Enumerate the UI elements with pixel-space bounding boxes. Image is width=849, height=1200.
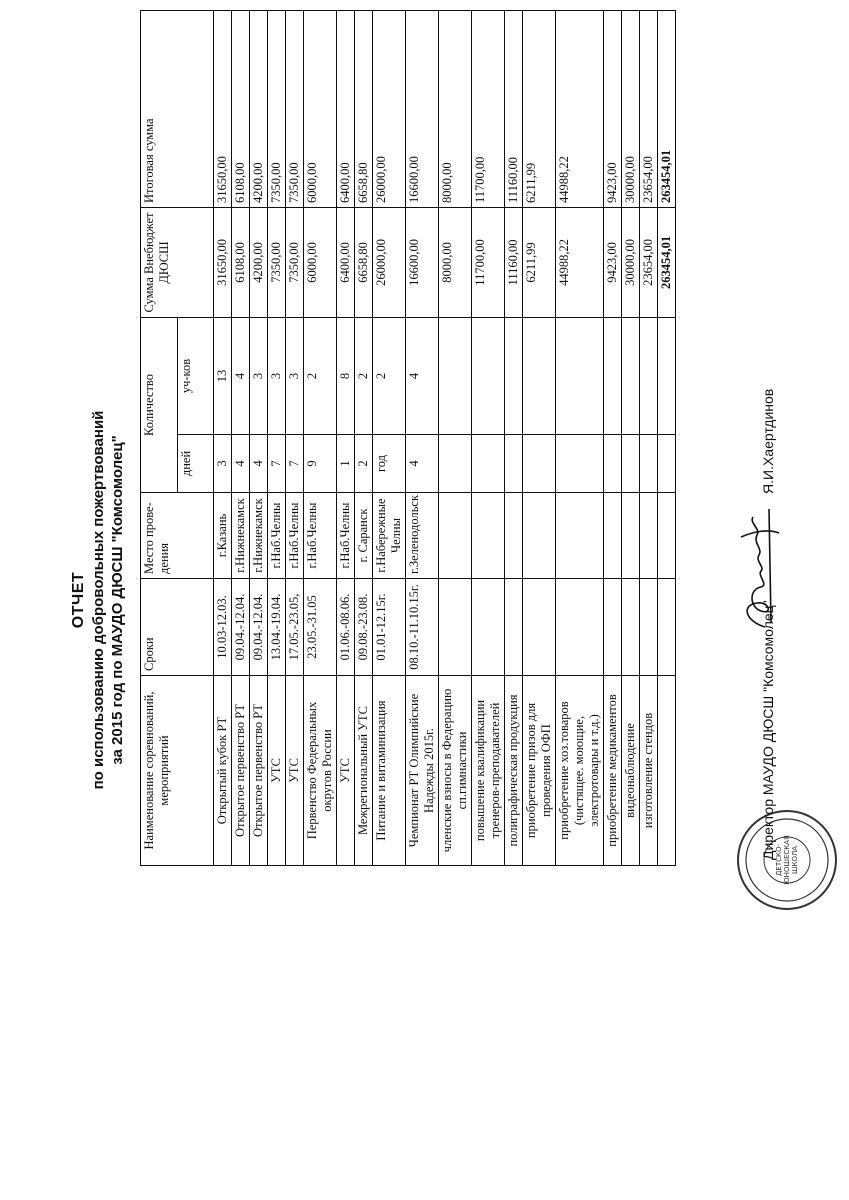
total-cell-participants — [658, 317, 676, 434]
table-body — [214, 10, 676, 865]
cell-place — [505, 493, 523, 579]
report-table — [140, 10, 676, 866]
cell-extra-budget: 6211,99 — [523, 207, 556, 317]
cell-extra-budget: 4200,00 — [250, 207, 268, 317]
table-row — [304, 10, 337, 865]
cell-total: 6658,80 — [355, 10, 373, 207]
cell-place: г.Наб.Челны — [268, 493, 286, 579]
round-stamp — [735, 808, 839, 912]
svg-text:ШКОЛА: ШКОЛА — [791, 845, 799, 875]
table-row — [556, 10, 604, 865]
cell-participants: 13 — [214, 317, 232, 434]
svg-text:ДЕТСКО-: ДЕТСКО- — [775, 843, 783, 877]
cell-dates — [556, 579, 604, 676]
cell-extra-budget: 9423,00 — [604, 207, 622, 317]
table-row — [523, 10, 556, 865]
cell-total: 6000,00 — [304, 10, 337, 207]
cell-extra-budget: 30000,00 — [622, 207, 640, 317]
table-row — [268, 10, 286, 865]
cell-dates: 08.10.-11.10.15г. — [406, 579, 439, 676]
cell-days: год — [373, 435, 406, 493]
cell-days — [622, 435, 640, 493]
cell-place: г.Нижнекамск — [232, 493, 250, 579]
cell-days: 4 — [406, 435, 439, 493]
handwritten-signature — [735, 503, 783, 633]
cell-place: г.Казань — [214, 493, 232, 579]
table-row — [232, 10, 250, 865]
cell-total: 6211,99 — [523, 10, 556, 207]
cell-dates — [439, 579, 472, 676]
cell-extra-budget: 23654,00 — [640, 207, 658, 317]
cell-name: приобретение медикаментов — [604, 676, 622, 866]
cell-participants — [505, 317, 523, 434]
cell-name: изготовление стендов — [640, 676, 658, 866]
cell-participants — [640, 317, 658, 434]
cell-total: 44988,22 — [556, 10, 604, 207]
cell-name: Открытый кубок РТ — [214, 676, 232, 866]
table-row — [640, 10, 658, 865]
cell-dates — [523, 579, 556, 676]
table-row — [373, 10, 406, 865]
cell-total: 26000,00 — [373, 10, 406, 207]
cell-extra-budget: 7350,00 — [286, 207, 304, 317]
cell-participants: 3 — [250, 317, 268, 434]
document-title: ОТЧЕТ — [70, 571, 87, 629]
cell-extra-budget: 44988,22 — [556, 207, 604, 317]
header-place: Место прове-дения — [141, 493, 214, 579]
cell-extra-budget: 6108,00 — [232, 207, 250, 317]
cell-place — [556, 493, 604, 579]
cell-place: г.Наб.Челны — [304, 493, 337, 579]
header-name: Наименование соревнований, мероприятий — [141, 676, 214, 866]
cell-total: 30000,00 — [622, 10, 640, 207]
cell-total: 11700,00 — [472, 10, 505, 207]
cell-place — [622, 493, 640, 579]
cell-days — [505, 435, 523, 493]
total-cell-name — [658, 676, 676, 866]
cell-dates: 09.04.-12.04. — [250, 579, 268, 676]
header-days: дней — [177, 435, 214, 493]
table-row — [214, 10, 232, 865]
table-row — [472, 10, 505, 865]
table-row — [337, 10, 355, 865]
table-row — [355, 10, 373, 865]
cell-days — [472, 435, 505, 493]
cell-days — [640, 435, 658, 493]
cell-place: г.Набережные Челны — [373, 493, 406, 579]
cell-name: Межрегиональный УТС — [355, 676, 373, 866]
cell-name: видеонаблюдение — [622, 676, 640, 866]
cell-dates — [505, 579, 523, 676]
cell-total: 23654,00 — [640, 10, 658, 207]
table-row — [286, 10, 304, 865]
cell-days — [523, 435, 556, 493]
cell-days: 4 — [250, 435, 268, 493]
cell-name: членские взносы в Федерацию сп.гимнастики — [439, 676, 472, 866]
cell-days: 7 — [286, 435, 304, 493]
cell-participants: 2 — [304, 317, 337, 434]
cell-name: Первенство Федеральных округов России — [304, 676, 337, 866]
cell-total: 8000,00 — [439, 10, 472, 207]
cell-total: 6400,00 — [337, 10, 355, 207]
cell-place — [523, 493, 556, 579]
totals-row — [658, 10, 676, 865]
cell-participants: 4 — [232, 317, 250, 434]
total-cell-total: 263454,01 — [658, 10, 676, 207]
total-cell-extra-budget: 263454,01 — [658, 207, 676, 317]
cell-days: 4 — [232, 435, 250, 493]
cell-name: Открытое первенство РТ — [232, 676, 250, 866]
cell-days: 7 — [268, 435, 286, 493]
cell-participants — [472, 317, 505, 434]
cell-participants — [439, 317, 472, 434]
cell-total: 16600,00 — [406, 10, 439, 207]
cell-participants: 3 — [286, 317, 304, 434]
table-row — [250, 10, 268, 865]
cell-dates: 17.05.-23.05, — [286, 579, 304, 676]
cell-participants: 2 — [373, 317, 406, 434]
total-cell-days — [658, 435, 676, 493]
cell-participants: 4 — [406, 317, 439, 434]
cell-extra-budget: 31650,00 — [214, 207, 232, 317]
table-row — [622, 10, 640, 865]
cell-dates — [604, 579, 622, 676]
cell-extra-budget: 11160,00 — [505, 207, 523, 317]
cell-extra-budget: 6658,80 — [355, 207, 373, 317]
cell-participants: 2 — [355, 317, 373, 434]
cell-dates — [472, 579, 505, 676]
cell-participants — [622, 317, 640, 434]
cell-dates: 13.04.-19.04. — [268, 579, 286, 676]
cell-extra-budget: 8000,00 — [439, 207, 472, 317]
cell-name: повышение квалификации тренеров-преподавателей — [472, 676, 505, 866]
cell-place — [439, 493, 472, 579]
cell-participants: 8 — [337, 317, 355, 434]
cell-place — [472, 493, 505, 579]
cell-place: г. Саранск — [355, 493, 373, 579]
cell-place: г.Наб.Челны — [337, 493, 355, 579]
total-cell-dates — [658, 579, 676, 676]
director-name: Я.И.Хаертдинов — [760, 388, 776, 494]
cell-name: Чемпионат РТ Олимпийские Надежды 2015г. — [406, 676, 439, 866]
cell-total: 6108,00 — [232, 10, 250, 207]
cell-participants — [556, 317, 604, 434]
table-row — [604, 10, 622, 865]
table-row — [505, 10, 523, 865]
cell-days: 2 — [355, 435, 373, 493]
header-quantity: Количество — [141, 317, 178, 492]
cell-total: 7350,00 — [268, 10, 286, 207]
cell-extra-budget: 16600,00 — [406, 207, 439, 317]
cell-name: УТС — [268, 676, 286, 866]
cell-name: Питание и витаминизация — [373, 676, 406, 866]
header-total: Итоговая сумма — [141, 10, 214, 207]
cell-place: г.Наб.Челны — [286, 493, 304, 579]
cell-total: 31650,00 — [214, 10, 232, 207]
cell-extra-budget: 7350,00 — [268, 207, 286, 317]
cell-name: УТС — [286, 676, 304, 866]
cell-days: 9 — [304, 435, 337, 493]
cell-dates: 10.03-12.03. — [214, 579, 232, 676]
cell-total: 9423,00 — [604, 10, 622, 207]
cell-participants: 3 — [268, 317, 286, 434]
cell-total: 7350,00 — [286, 10, 304, 207]
table-header-row — [141, 10, 178, 865]
header-dates: Сроки — [141, 579, 214, 676]
cell-place: г.Зеленодольск — [406, 493, 439, 579]
cell-dates: 23.05.-31.05 — [304, 579, 337, 676]
svg-text:ЮНОШЕСКАЯ: ЮНОШЕСКАЯ — [783, 835, 791, 885]
cell-place: г.Нижнекамск — [250, 493, 268, 579]
cell-days: 3 — [214, 435, 232, 493]
cell-extra-budget: 6000,00 — [304, 207, 337, 317]
cell-dates — [622, 579, 640, 676]
cell-days — [439, 435, 472, 493]
cell-days — [556, 435, 604, 493]
cell-name: Открытое первенство РТ — [250, 676, 268, 866]
cell-participants — [604, 317, 622, 434]
cell-name: приобретение хоз.товаров (чистящее. моющие, электротовары и т.д.) — [556, 676, 604, 866]
cell-days: 1 — [337, 435, 355, 493]
cell-dates: 09.08.-23.08. — [355, 579, 373, 676]
cell-dates: 01.01-12.15г. — [373, 579, 406, 676]
cell-total: 11160,00 — [505, 10, 523, 207]
signature-label: Директор МАУДО ДЮСШ "Комсомолец" — [760, 600, 776, 860]
document-subtitle: по использованию добровольных пожертвований — [90, 410, 107, 790]
cell-participants — [523, 317, 556, 434]
header-participants: уч-ков — [177, 317, 214, 434]
cell-name: УТС — [337, 676, 355, 866]
cell-extra-budget: 6400,00 — [337, 207, 355, 317]
document-subtitle-period: за 2015 год по МАУДО ДЮСШ "Комсомолец" — [109, 435, 126, 765]
header-extra-budget: Сумма Внебюджет ДЮСШ — [141, 207, 214, 317]
cell-dates — [640, 579, 658, 676]
cell-place — [640, 493, 658, 579]
cell-name: приобретение призов для проведения ОФП — [523, 676, 556, 866]
total-cell-place — [658, 493, 676, 579]
cell-name: полиграфическая продукция — [505, 676, 523, 866]
table-row — [406, 10, 439, 865]
cell-total: 4200,00 — [250, 10, 268, 207]
cell-dates: 01.06.-08.06. — [337, 579, 355, 676]
cell-extra-budget: 26000,00 — [373, 207, 406, 317]
cell-days — [604, 435, 622, 493]
table-row — [439, 10, 472, 865]
cell-extra-budget: 11700,00 — [472, 207, 505, 317]
cell-place — [604, 493, 622, 579]
cell-dates: 09.04.-12.04. — [232, 579, 250, 676]
